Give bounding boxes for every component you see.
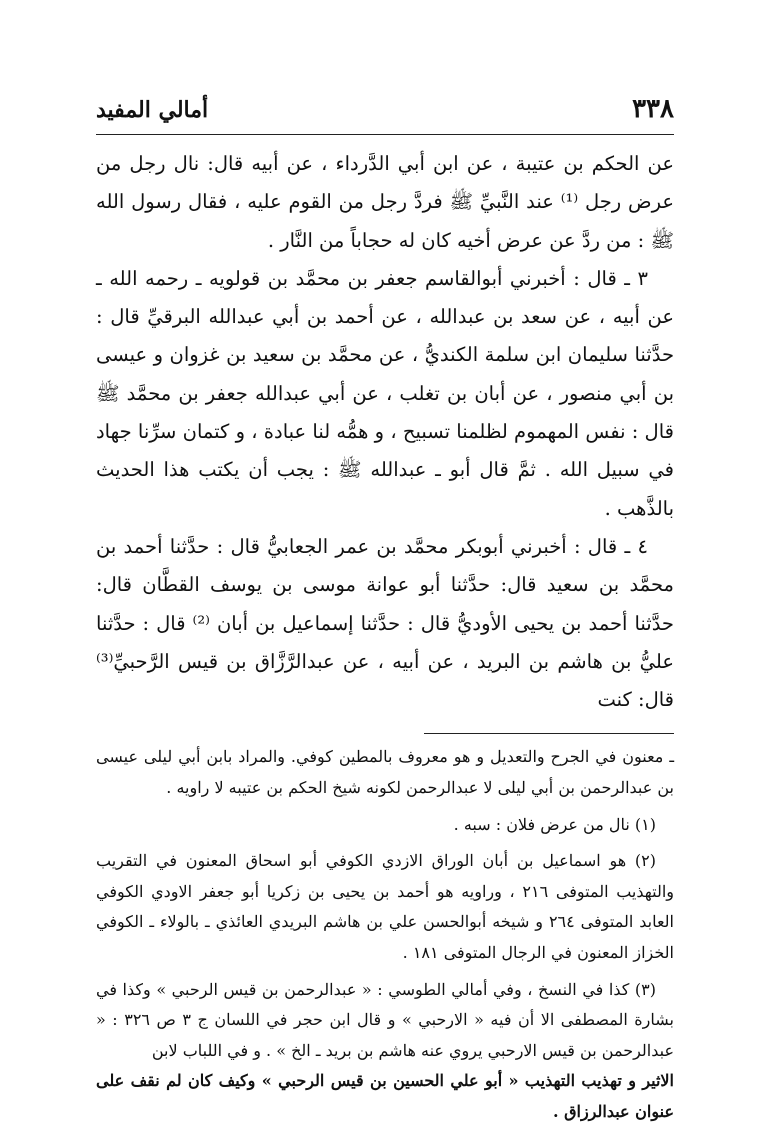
main-text xyxy=(96,145,674,719)
footnote-separator xyxy=(424,733,674,734)
footnote: (١) نال من عرض فلان : سبه . xyxy=(453,814,656,834)
page-number: ٣٣٨ xyxy=(632,94,674,124)
footnote: (٢) هو اسماعيل بن أبان الوراق الازدي الكوفي أبو اسحاق المعنون في التقريب والتهذيب المتوفى ٢١٦ ، وراويه هو أحمد بن يحيى بن زكريا أبو جعفر الاودي الكوفي العابد المتوفى ٢٦٤ و شيخه أبوالحسن علي بن هاشم البريدي العائذي ـ بالولاء ـ الكوفي الخزاز المعنون في الرجال المتوفى ١٨١ . xyxy=(96,851,675,963)
footnote: (٣) كذا في النسخ ، وفي أمالي الطوسي : « عبدالرحمن بن قيس الرحبي » وكذا في بشارة المصطفى الا أن فيه « الارحبي » و قال ابن حجر في اللسان ج ٣ ص ٣٢٦ : « عبدالرحمن بن قيس الارحبي يروي عنه هاشم بن بريد ـ الخ » . و في اللباب لابن xyxy=(96,979,675,1060)
body-paragraph: عن الحكم بن عتيبة ، عن ابن أبي الدَّرداء ، عن أبيه قال: نال رجل من عرض رجل ⁽¹⁾ عند النَّبيِّ ﷺ فردَّ رجل من القوم عليه ، فقال رسول الله ﷺ : من ردَّ عن عرض أخيه كان له حجاباً من النَّار . xyxy=(96,152,675,252)
body-paragraph: ٤ ـ قال : أخبرني أبوبكر محمَّد بن عمر الجعابيُّ قال : حدَّثنا أحمد بن محمَّد بن سعيد قال: حدَّثنا أبو عوانة موسى بن يوسف القطَّان قال: حدَّثنا أحمد بن يحيى الأوديُّ قال : حدَّثنا إسماعيل بن أبان ⁽²⁾ قال : حدَّثنا عليُّ بن هاشم بن البريد ، عن أبيه ، عن عبدالرَّزَّاق بن قيس الرَّحبيِّ⁽³⁾ قال: كنت xyxy=(96,534,674,712)
footnotes xyxy=(96,742,674,1127)
book-title: أمالي المفيد xyxy=(96,97,209,123)
footnote: ـ معنون في الجرح والتعديل و هو معروف بالمطين كوفي. والمراد بابن أبي ليلى عيسى بن عبدالرحمن بن أبي ليلى لا عبدالرحمن لكونه شيخ الحكم بن عتيبه لا راويه . xyxy=(96,747,674,798)
footnote: الاثير و تهذيب التهذيب « أبو علي الحسين بن قيس الرحبي » وكيف كان لم نقف على عنوان عبدالرزاق . xyxy=(96,1071,674,1121)
running-header xyxy=(96,0,674,135)
body-paragraph: ٣ ـ قال : أخبرني أبوالقاسم جعفر بن محمَّد بن قولويه ـ رحمه الله ـ عن أبيه ، عن سعد بن عبدالله ، عن أحمد بن أبي عبدالله البرقيِّ قال : حدَّثنا سليمان ابن سلمة الكنديُّ ، عن محمَّد بن سعيد بن غزوان و عيسى بن أبي منصور ، عن أبان بن تغلب ، عن أبي عبدالله جعفر بن محمَّد ﷺ قال : نفس المهموم لظلمنا تسبيح ، و همُّه لنا عبادة ، و كتمان سرِّنا جهاد في سبيل الله . ثمَّ قال أبو ـ عبدالله ﷺ : يجب أن يكتب هذا الحديث بالذَّهب . xyxy=(96,266,674,520)
